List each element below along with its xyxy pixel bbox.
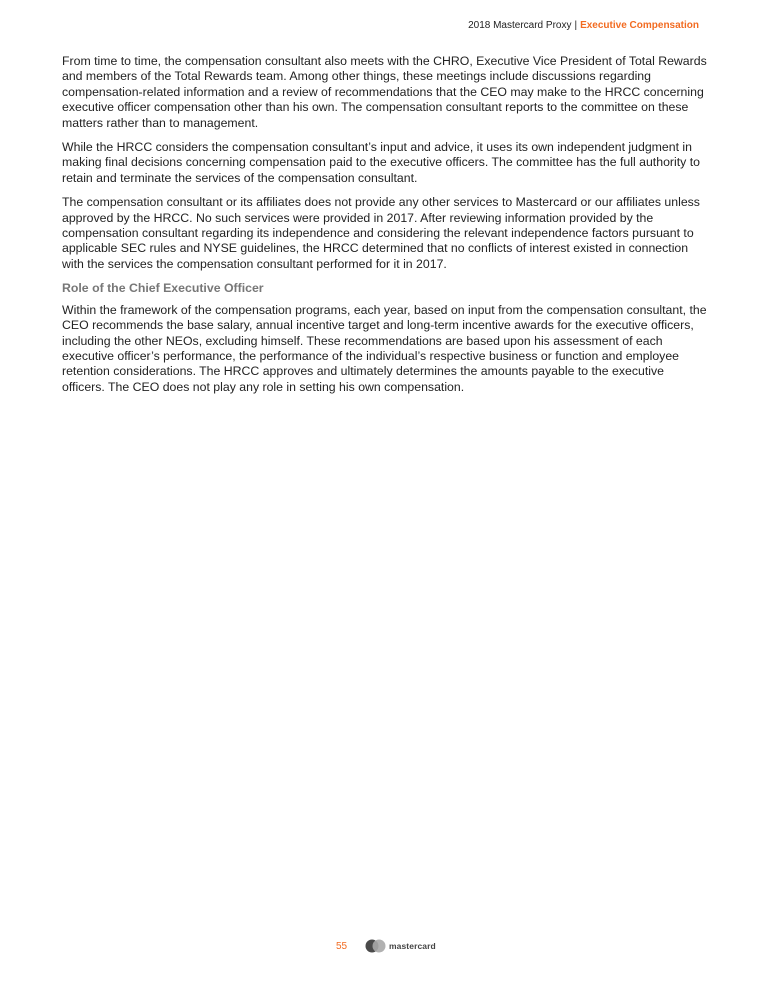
page-header: [468, 20, 699, 31]
mastercard-circles-icon: [365, 939, 386, 953]
header-separator: |: [574, 20, 578, 31]
section-title: Executive Compensation: [580, 20, 699, 31]
logo-wordmark: mastercard: [389, 941, 436, 951]
page-number: 55: [336, 941, 348, 952]
main-content: [62, 54, 710, 404]
paragraph-hrcc-judgment: While the HRCC considers the compensation consultant’s input and advice, it uses its own independent judgment in making final decisions concerning compensation paid to the executive officers. The committee has the full authority to retain and terminate the services of the compensation consultant.: [62, 140, 700, 185]
subheading-role-of-ceo: Role of the Chief Executive Officer: [62, 281, 264, 296]
document-title: 2018 Mastercard Proxy: [468, 20, 572, 31]
paragraph-ceo-role: Within the framework of the compensation programs, each year, based on input from the compensation consultant, the CEO recommends the base salary, annual incentive target and long-term incentive awards for the executive officers, including the other NEOs, excluding himself. These recommendations are based upon his assessment of each executive officer’s performance, the performance of the individual’s respective business or function and employee retention considerations. The HRCC approves and ultimately determines the amounts payable to the executive officers. The CEO does not play any role in setting his own compensation.: [62, 302, 707, 394]
page-footer: [0, 938, 768, 958]
paragraph-consultant-independence: The compensation consultant or its affiliates does not provide any other services to Mastercard or our affiliates unless approved by the HRCC. No such services were provided in 2017. After reviewing information provided by the compensation consultant regarding its independence and considering the relevant independence factors pursuant to applicable SEC rules and NYSE guidelines, the HRCC determined that no conflicts of interest existed in connection with the services the compensation consultant performed for it in 2017.: [62, 195, 700, 271]
mastercard-logo: [365, 939, 436, 953]
paragraph-consultant-meetings: From time to time, the compensation consultant also meets with the CHRO, Executive Vice President of Total Rewards and members of the Total Rewards team. Among other things, these meetings include discussions regarding compensation-related information and a review of recommendations that the CEO may make to the HRCC concerning executive officer compensation other than his own. The compensation consultant reports to the committee on these matters rather than to management.: [62, 54, 707, 130]
